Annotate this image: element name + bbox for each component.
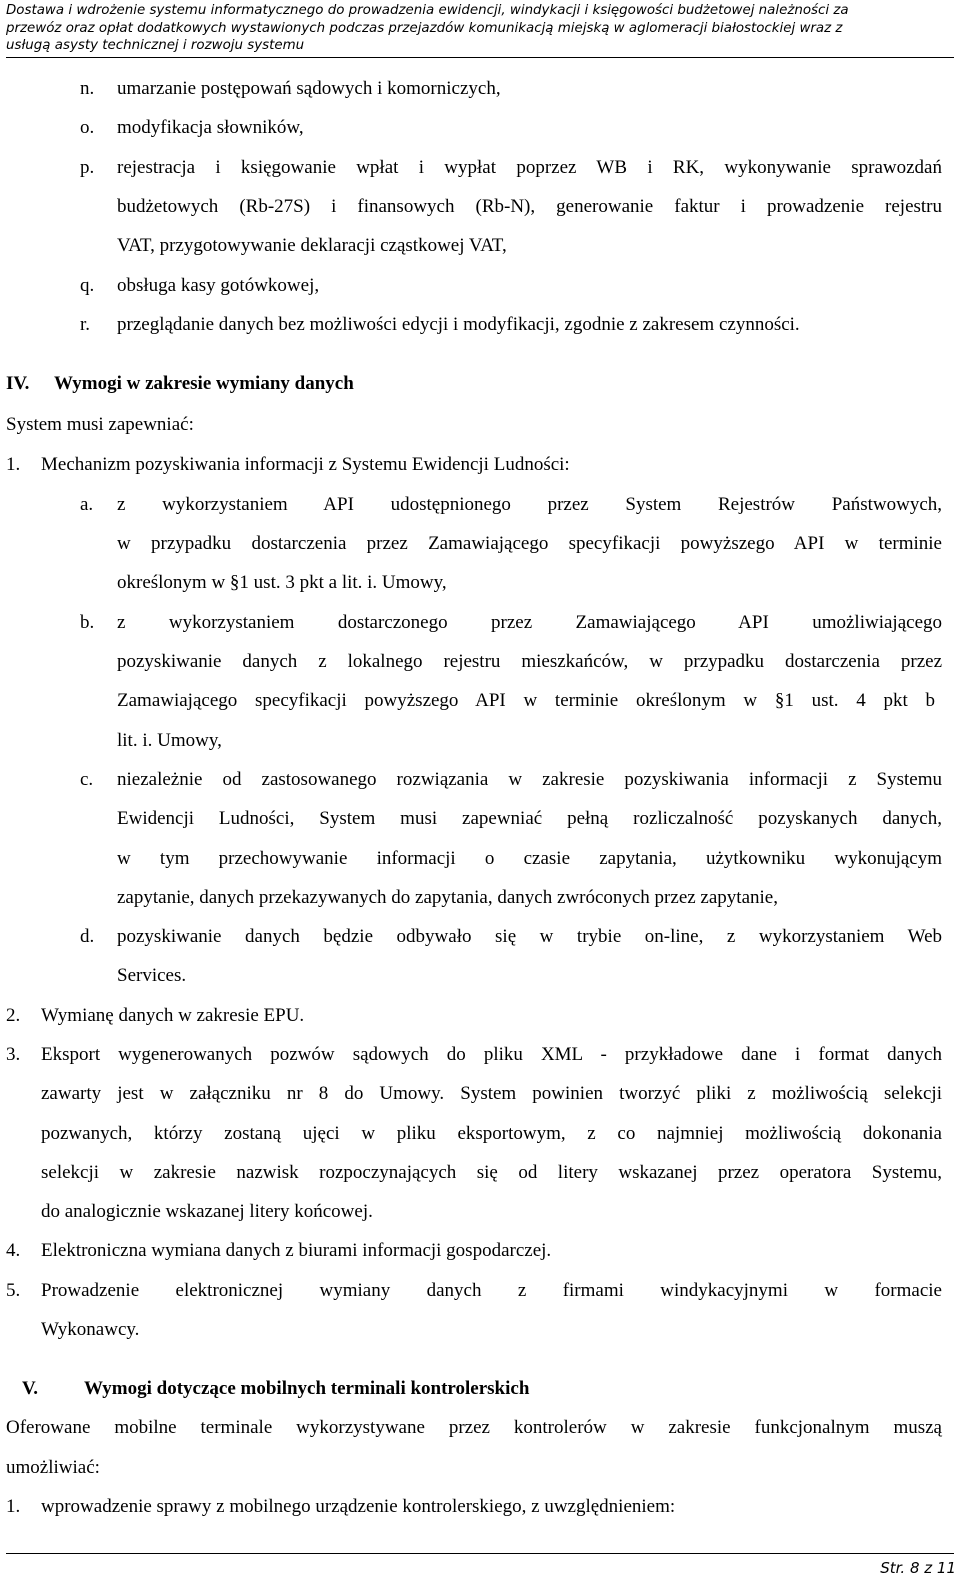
- sub-list-label: a.: [80, 494, 94, 515]
- list-label: p.: [80, 157, 95, 178]
- section-number: IV.: [6, 373, 30, 394]
- list-item-text: VAT, przygotowywanie deklaracji cząstkowej VAT,: [117, 235, 507, 256]
- section-number: V.: [22, 1378, 39, 1399]
- sub-list-text: Zamawiającego specyfikacji powyższego API w terminie określonym w §1 ust. 4 pkt b: [117, 690, 935, 711]
- list-label: o.: [80, 117, 95, 138]
- list-label: q.: [80, 275, 95, 296]
- list-label: r.: [80, 314, 91, 335]
- sub-list-label: c.: [80, 769, 94, 790]
- sub-list-text: zapytanie, danych przekazywanych do zapytania, danych zwróconych przez zapytanie,: [117, 887, 778, 908]
- section-title: Wymogi dotyczące mobilnych terminali kontrolerskich: [84, 1378, 530, 1399]
- list-item-text: selekcji w zakresie nazwisk rozpoczynających się od litery wskazanej przez operatora Systemu,: [41, 1162, 942, 1183]
- header-line-3: usługą asysty technicznej i rozwoju systemu: [6, 38, 305, 53]
- list-item-text: zawarty jest w załączniku nr 8 do Umowy. System powinien tworzyć pliki z możliwością selekcji: [41, 1083, 942, 1104]
- list-label: 5.: [6, 1280, 21, 1301]
- page-number: Str. 8 z 11: [880, 1559, 956, 1577]
- header-line-1: Dostawa i wdrożenie systemu informatycznego do prowadzenia ewidencji, windykacji i księgowości budżetowej należności za: [6, 3, 849, 18]
- list-item-text: obsługa kasy gotówkowej,: [117, 275, 320, 296]
- sub-list-text: pozyskiwanie danych będzie odbywało się w trybie on-line, z wykorzystaniem Web: [117, 926, 942, 947]
- document-header: [6, 2, 954, 58]
- section-intro: System musi zapewniać:: [6, 414, 194, 435]
- sub-list-text: lit. i. Umowy,: [117, 730, 222, 751]
- sub-list-text: z wykorzystaniem dostarczonego przez Zamawiającego API umożliwiającego: [117, 612, 942, 633]
- list-label: n.: [80, 78, 95, 99]
- sub-list-text: w tym przechowywanie informacji o czasie zapytania, użytkowniku wykonującym: [117, 848, 942, 869]
- list-item-text: do analogicznie wskazanej litery końcowej.: [41, 1201, 373, 1222]
- sub-list-text: z wykorzystaniem API udostępnionego przez System Rejestrów Państwowych,: [117, 494, 942, 515]
- section-intro: Oferowane mobilne terminale wykorzystywane przez kontrolerów w zakresie funkcjonalnym muszą: [6, 1417, 942, 1438]
- section-intro: umożliwiać:: [6, 1457, 100, 1478]
- list-item-text: pozwanych, którzy zostaną ujęci w pliku eksportowym, z co najmniej możliwością dokonania: [41, 1123, 942, 1144]
- list-item-text: Eksport wygenerowanych pozwów sądowych do pliku XML - przykładowe dane i format danych: [41, 1044, 942, 1065]
- section-title: Wymogi w zakresie wymiany danych: [54, 373, 354, 394]
- footer-divider: [6, 1553, 954, 1554]
- list-item-text: budżetowych (Rb-27S) i finansowych (Rb-N), generowanie faktur i prowadzenie rejestru: [117, 196, 942, 217]
- list-item-text: przeglądanie danych bez możliwości edycji i modyfikacji, zgodnie z zakresem czynności.: [117, 314, 800, 335]
- sub-list-text: Services.: [117, 965, 187, 986]
- list-label: 2.: [6, 1005, 21, 1026]
- list-item-text: rejestracja i księgowanie wpłat i wypłat poprzez WB i RK, wykonywanie sprawozdań: [117, 157, 942, 178]
- list-label: 4.: [6, 1240, 21, 1261]
- sub-list-text: w przypadku dostarczenia przez Zamawiającego specyfikacji powyższego API w terminie: [117, 533, 942, 554]
- list-item-text: Elektroniczna wymiana danych z biurami informacji gospodarczej.: [41, 1240, 552, 1261]
- sub-list-text: Ewidencji Ludności, System musi zapewniać pełną rozliczalność pozyskanych danych,: [117, 808, 942, 829]
- list-label: 3.: [6, 1044, 21, 1065]
- sub-list-text: określonym w §1 ust. 3 pkt a lit. i. Umowy,: [117, 572, 447, 593]
- list-item-text: Mechanizm pozyskiwania informacji z Systemu Ewidencji Ludności:: [41, 454, 570, 475]
- sub-list-text: pozyskiwanie danych z lokalnego rejestru mieszkańców, w przypadku dostarczenia przez: [117, 651, 942, 672]
- list-item-text: Prowadzenie elektronicznej wymiany danych z firmami windykacyjnymi w formacie: [41, 1280, 942, 1301]
- list-item-text: Wykonawcy.: [41, 1319, 140, 1340]
- header-line-2: przewóz oraz opłat dodatkowych wystawionych podczas przejazdów komunikacją miejską w aglomeracji białostockiej wraz z: [6, 20, 843, 36]
- list-item-text: umarzanie postępowań sądowych i komorniczych,: [117, 78, 501, 99]
- list-label: 1.: [6, 1496, 21, 1517]
- list-item-text: Wymianę danych w zakresie EPU.: [41, 1005, 305, 1026]
- list-item-text: wprowadzenie sprawy z mobilnego urządzenie kontrolerskiego, z uwzględnieniem:: [41, 1496, 676, 1517]
- sub-list-text: niezależnie od zastosowanego rozwiązania w zakresie pozyskiwania informacji z Systemu: [117, 769, 942, 790]
- list-label: 1.: [6, 454, 21, 475]
- sub-list-label: b.: [80, 612, 95, 633]
- sub-list-label: d.: [80, 926, 95, 947]
- list-item-text: modyfikacja słowników,: [117, 117, 304, 138]
